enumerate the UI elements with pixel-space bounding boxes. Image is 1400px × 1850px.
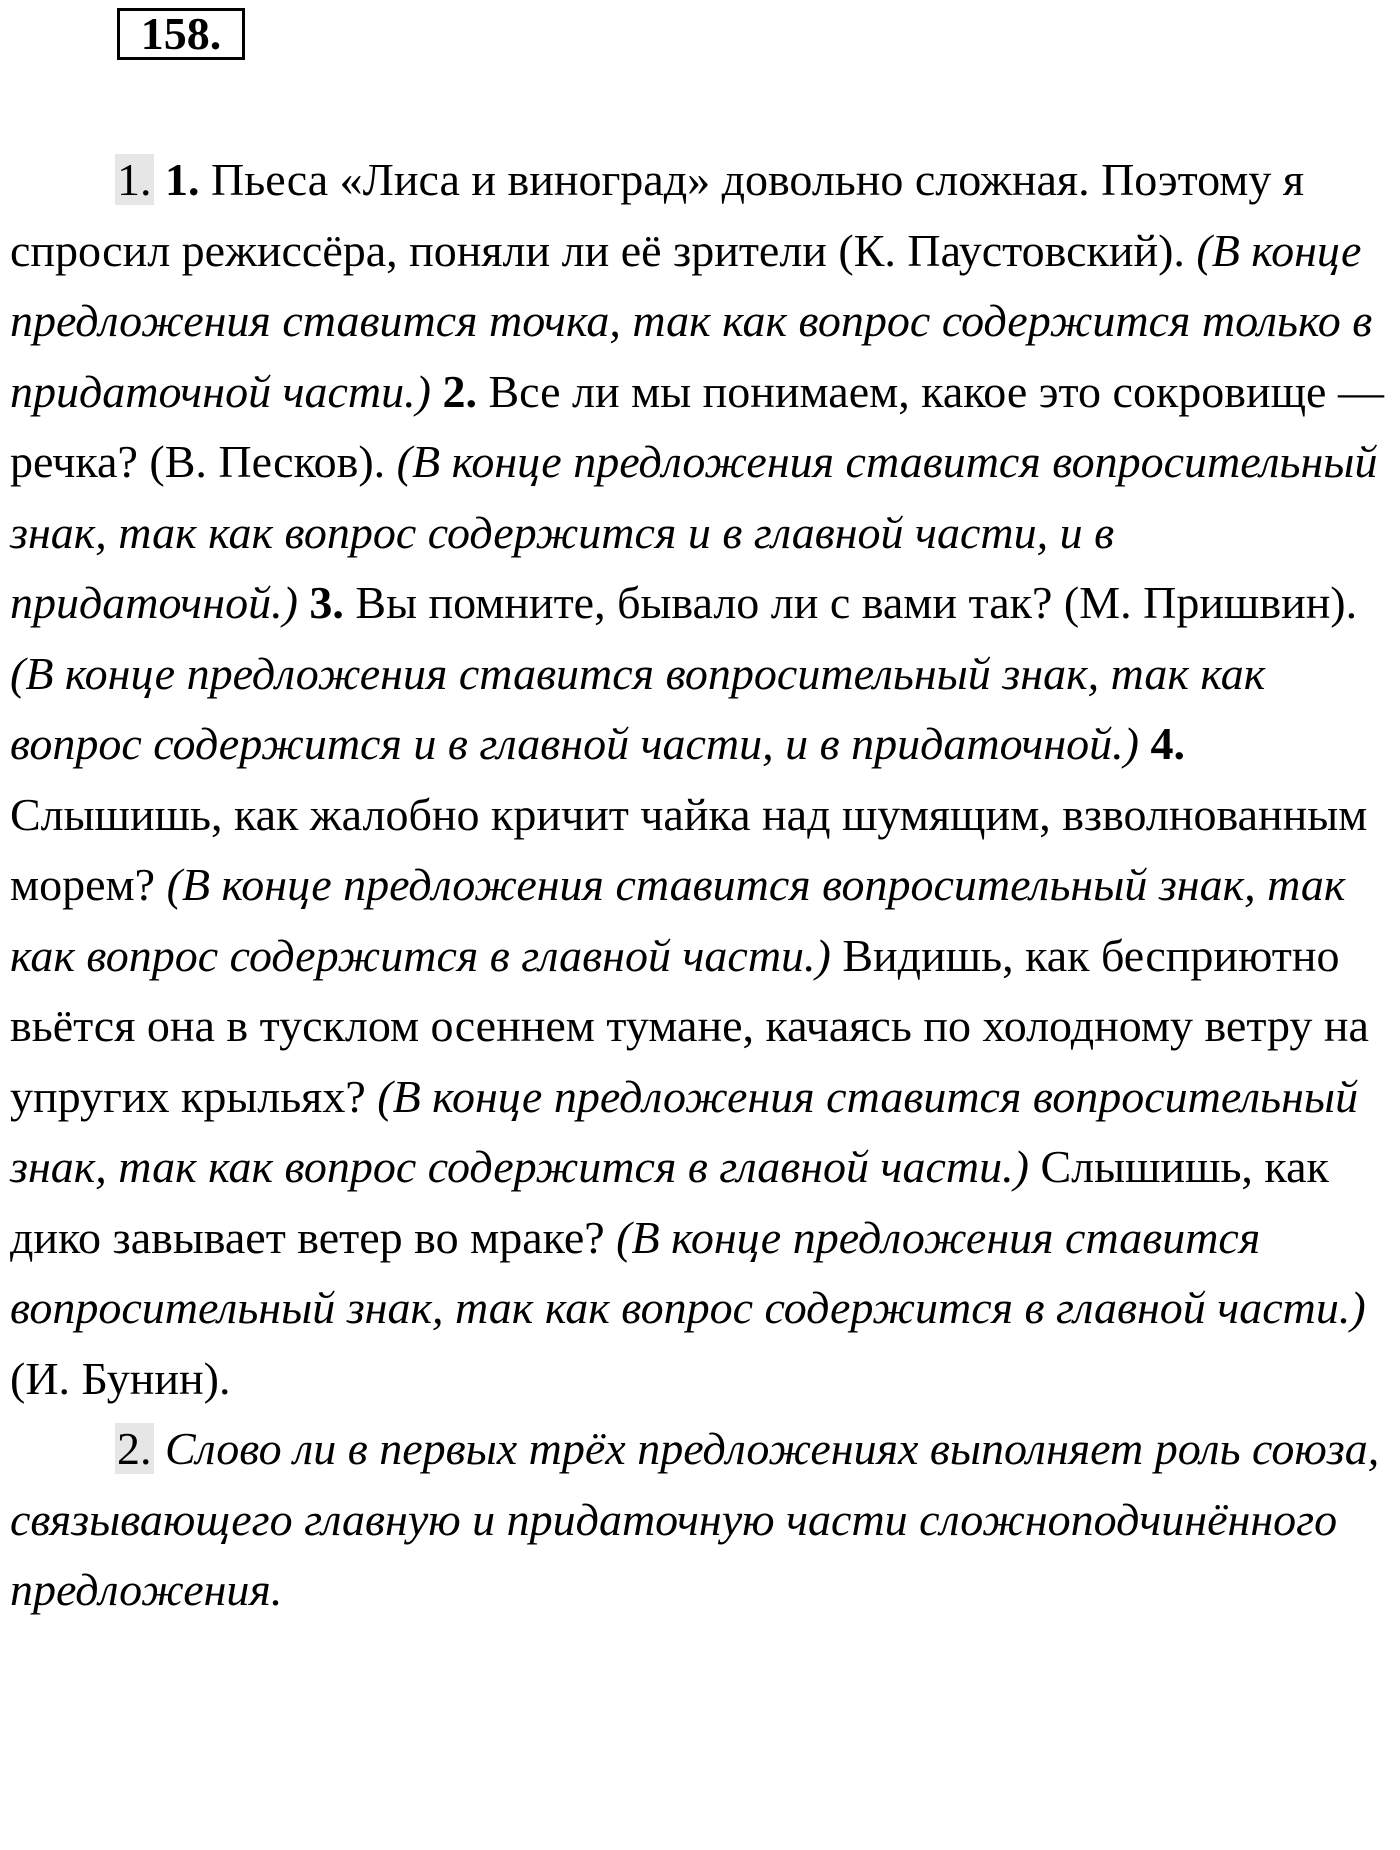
item-marker-2: 2. — [117, 1423, 152, 1474]
paragraph-2-text: Слово ли в первых трёх предложениях выполняет роль союза, связывающего главную и придаточную части сложноподчинённого предложения. — [10, 1423, 1380, 1615]
sentence-1-text: Пьеса «Лиса и виноград» довольно сложная. Поэтому я спросил режиссёра, поняли ли её зрители (К. Паустовский). — [10, 154, 1304, 276]
sentence-2-text: Все ли мы понимаем, какое это сокровище — речка? (В. Песков). — [10, 365, 1384, 487]
sentence-number-1: 1. — [165, 154, 200, 205]
sentence-4b-text: Видишь, как бесприютно вьётся она в тусклом осеннем тумане, качаясь по холодному ветру на упругих крыльях? — [10, 929, 1369, 1122]
task-number-box: 158. — [117, 8, 245, 60]
sentence-4c-note: (В конце предложения ставится вопросительный знак, так как вопрос содержится в главной части.) — [10, 1211, 1366, 1333]
sentence-4c-text: Слышишь, как дико завывает ветер во мраке? — [10, 1141, 1329, 1263]
sentence-4a-note: (В конце предложения ставится вопросительный знак, так как вопрос содержится в главной части.) — [10, 859, 1346, 981]
item-marker-1: 1. — [117, 154, 152, 205]
sentence-3-note: (В конце предложения ставится вопросительный знак, так как вопрос содержится и в главной части, и в придаточной.) — [10, 647, 1266, 769]
sentence-number-2: 2. — [442, 365, 477, 417]
sentence-1-note: (В конце предложения ставится точка, так как вопрос содержится только в придаточной части.) — [10, 224, 1373, 417]
answer-paragraph-2 — [10, 1414, 1395, 1626]
sentence-2-note: (В конце предложения ставится вопросительный знак, так как вопрос содержится и в главной части, и в придаточной.) — [10, 436, 1378, 628]
sentence-4b-note: (В конце предложения ставится вопросительный знак, так как вопрос содержится в главной части.) — [10, 1070, 1359, 1192]
sentence-3-text: Вы помните, бывало ли с вами так? (М. Пришвин). — [355, 577, 1358, 628]
sentence-4-source: (И. Бунин). — [10, 1352, 231, 1404]
sentence-4a-text: Слышишь, как жалобно кричит чайка над шумящим, взволнованным морем? — [10, 788, 1368, 910]
answer-content — [10, 145, 1395, 1626]
sentence-number-4: 4. — [1150, 718, 1185, 769]
sentence-number-3: 3. — [309, 577, 344, 628]
answer-paragraph-1 — [10, 145, 1395, 1414]
